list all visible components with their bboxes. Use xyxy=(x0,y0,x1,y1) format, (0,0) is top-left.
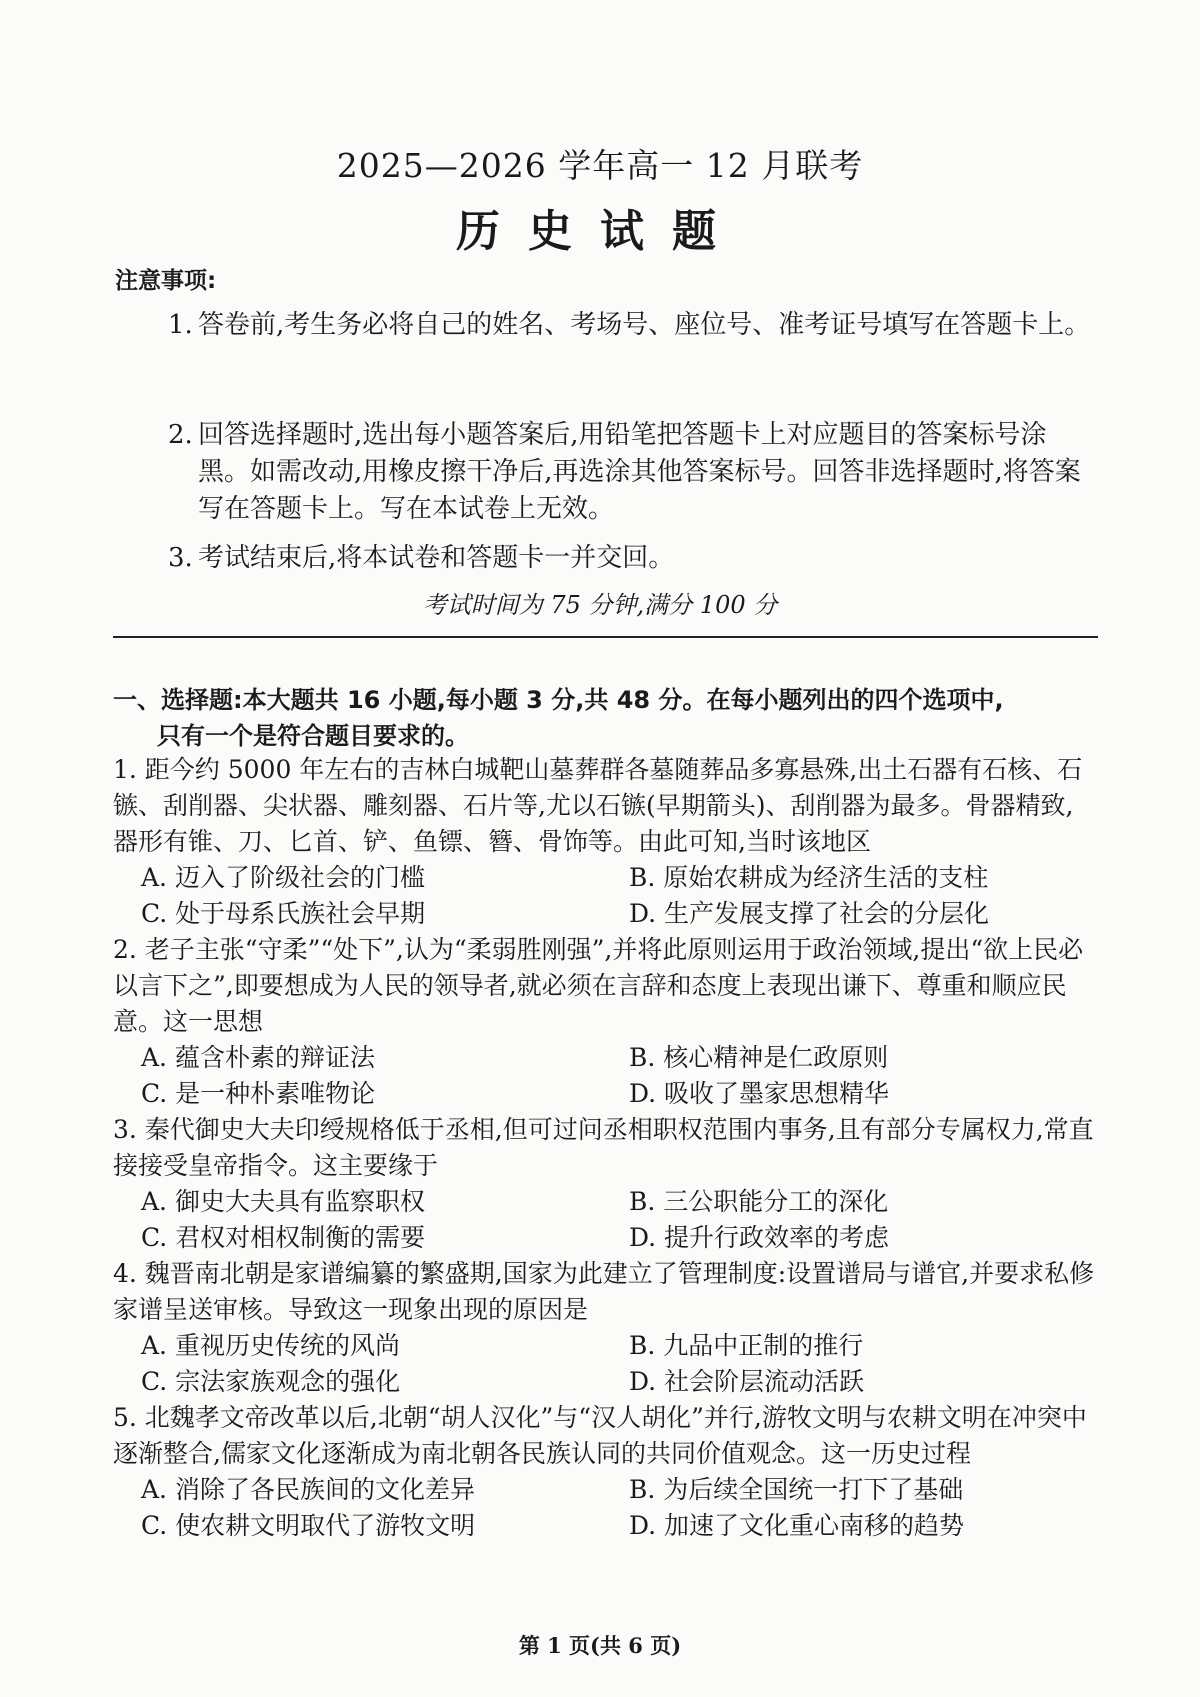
option-d: D. 吸收了墨家思想精华 xyxy=(629,1079,890,1108)
option-a: A. 消除了各民族间的文化差异 xyxy=(141,1475,475,1504)
option-b: B. 核心精神是仁政原则 xyxy=(629,1043,889,1072)
question-stem: 3. 秦代御史大夫印绶规格低于丞相,但可过问丞相职权范围内事务,且有部分专属权力,常直接接受皇帝指令。这主要缘于 xyxy=(113,1115,1094,1180)
notice-item xyxy=(168,307,1098,344)
option-b: B. 九品中正制的推行 xyxy=(629,1331,864,1360)
question-stem: 2. 老子主张“守柔”“处下”,认为“柔弱胜刚强”,并将此原则运用于政治领域,提出“欲上民必以言下之”,即要想成为人民的领导者,就必须在言辞和态度上表现出谦下、尊重和顺应民意。这一思想 xyxy=(113,935,1084,1036)
option-c: C. 宗法家族观念的强化 xyxy=(141,1367,401,1396)
notice-item-number: 3. xyxy=(168,543,193,573)
notice-item xyxy=(168,417,1098,528)
section-heading xyxy=(113,682,1098,754)
section-divider xyxy=(113,636,1098,638)
option-d: D. 生产发展支撑了社会的分层化 xyxy=(629,899,990,928)
notice-item-number: 1. xyxy=(168,310,193,340)
option-a: A. 蕴含朴素的辩证法 xyxy=(141,1043,375,1072)
notice-item-text: 考试结束后,将本试卷和答题卡一并交回。 xyxy=(198,543,675,573)
option-d: D. 提升行政效率的考虑 xyxy=(629,1223,890,1252)
option-c: C. 处于母系氏族社会早期 xyxy=(141,899,426,928)
exam-time-note: 考试时间为 75 分钟,满分 100 分 xyxy=(422,591,778,619)
question-stem: 5. 北魏孝文帝改革以后,北朝“胡人汉化”与“汉人胡化”并行,游牧文明与农耕文明在冲突中逐渐整合,儒家文化逐渐成为南北朝各民族认同的共同价值观念。这一历史过程 xyxy=(113,1403,1087,1468)
option-c: C. 使农耕文明取代了游牧文明 xyxy=(141,1511,476,1540)
option-c: C. 君权对相权制衡的需要 xyxy=(141,1223,426,1252)
notice-item-text: 答卷前,考生务必将自己的姓名、考场号、座位号、准考证号填写在答题卡上。 xyxy=(198,310,1091,340)
option-b: B. 三公职能分工的深化 xyxy=(629,1187,889,1216)
option-a: A. 迈入了阶级社会的门槛 xyxy=(141,863,425,892)
exam-title: 2025—2026 学年高一 12 月联考 xyxy=(336,146,864,185)
page-number: 第 1 页(共 6 页) xyxy=(518,1633,682,1658)
notice-item xyxy=(168,540,1098,577)
option-a: A. 御史大夫具有监察职权 xyxy=(141,1187,425,1216)
question-stem: 4. 魏晋南北朝是家谱编纂的繁盛期,国家为此建立了管理制度:设置谱局与谱官,并要求私修家谱呈送审核。导致这一现象出现的原因是 xyxy=(113,1259,1095,1324)
notice-heading: 注意事项: xyxy=(115,268,217,294)
subject-title: 历史试题 xyxy=(456,206,744,257)
option-c: C. 是一种朴素唯物论 xyxy=(141,1079,376,1108)
option-d: D. 加速了文化重心南移的趋势 xyxy=(629,1511,965,1540)
option-a: A. 重视历史传统的风尚 xyxy=(141,1331,400,1360)
question-3 xyxy=(113,1112,1098,1256)
section-heading-line: 只有一个是符合题目要求的。 xyxy=(157,722,469,750)
notice-item-number: 2. xyxy=(168,420,193,450)
question-2 xyxy=(113,932,1098,1112)
option-d: D. 社会阶层流动活跃 xyxy=(629,1367,865,1396)
option-b: B. 原始农耕成为经济生活的支柱 xyxy=(629,863,989,892)
question-1 xyxy=(113,752,1098,932)
section-heading-line: 一、选择题:本大题共 16 小题,每小题 3 分,共 48 分。在每小题列出的四个选项中, xyxy=(113,686,1004,714)
question-5 xyxy=(113,1400,1098,1544)
question-stem: 1. 距今约 5000 年左右的吉林白城靶山墓葬群各墓随葬品多寡悬殊,出土石器有石核、石镞、刮削器、尖状器、雕刻器、石片等,尤以石镞(早期箭头)、刮削器为最多。骨器精致,器形有锥、刀、匕首、铲、鱼镖、簪、骨饰等。由此可知,当时该地区 xyxy=(113,755,1083,856)
option-b: B. 为后续全国统一打下了基础 xyxy=(629,1475,964,1504)
question-4 xyxy=(113,1256,1098,1400)
notice-item-text: 回答选择题时,选出每小题答案后,用铅笔把答题卡上对应题目的答案标号涂黑。如需改动,用橡皮擦干净后,再选涂其他答案标号。回答非选择题时,将答案写在答题卡上。写在本试卷上无效。 xyxy=(198,420,1081,524)
